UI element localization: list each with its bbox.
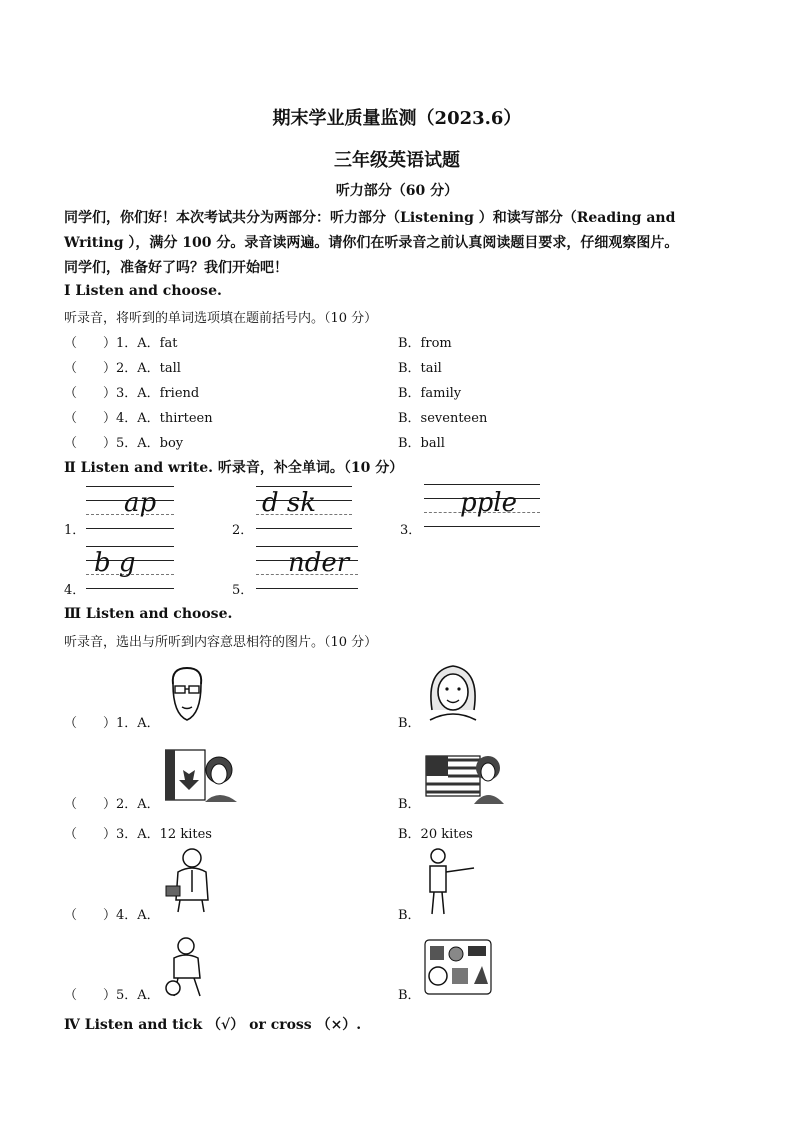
intro-line-2: Writing ），满分 100 分。录音读两遍。请你们在听录音之前认真阅读题目要求，仔细观察图片。	[64, 235, 679, 251]
s2-word-2: d sk	[262, 488, 317, 518]
s3-question-4: （ ）4．A．	[64, 908, 160, 923]
exam-subtitle: 三年级英语试题	[334, 150, 460, 171]
part-heading: 听力部分（60 分）	[335, 183, 459, 199]
section-1-instruction: 听录音，将听到的单词选项填在题前括号内。（10 分）	[64, 311, 378, 326]
s2-number-4: 4．	[64, 583, 86, 598]
s3-option-b-3: B．20 kites	[398, 827, 473, 842]
s2-word-3: pple	[460, 488, 517, 518]
s1-option-b-1: B．from	[398, 336, 452, 351]
s3-question-3: （ ）3．A．12 kites	[64, 827, 212, 842]
exam-title: 期末学业质量监测（2023.6）	[272, 108, 522, 129]
s3-question-1: （ ）1．A．	[64, 716, 160, 731]
usa-flag-girl-image[interactable]	[424, 742, 508, 804]
s2-writing-lines-2[interactable]	[256, 486, 352, 530]
intro-line-1: 同学们，你们好！本次考试共分为两部分：听力部分（Listening ）和读写部分（Reading and	[64, 210, 676, 226]
s2-number-3: 3．	[400, 523, 422, 538]
woman-face-image[interactable]	[424, 660, 482, 722]
s2-writing-lines-1[interactable]	[86, 486, 174, 530]
section-1-heading: Ⅰ Listen and choose.	[64, 283, 222, 299]
section-3-heading: Ⅲ Listen and choose.	[64, 606, 233, 622]
boy-ball-image[interactable]	[164, 936, 214, 998]
s2-word-1: ap	[124, 488, 157, 518]
s1-question-2: （ ）2．A．tall	[64, 361, 181, 376]
s1-option-b-2: B．tail	[398, 361, 442, 376]
s3-option-b-5: B．	[398, 988, 421, 1003]
s1-option-b-4: B．seventeen	[398, 411, 488, 426]
s3-question-5: （ ）5．A．	[64, 988, 160, 1003]
s3-question-2: （ ）2．A．	[64, 797, 160, 812]
s1-option-b-3: B．family	[398, 386, 462, 401]
s2-number-2: 2．	[232, 523, 254, 538]
section-2-heading: Ⅱ Listen and write. 听录音，补全单词。（10 分）	[64, 460, 404, 476]
toys-collage-image[interactable]	[424, 936, 492, 996]
businessman-image[interactable]	[164, 846, 218, 914]
s2-number-1: 1．	[64, 523, 86, 538]
intro-line-3: 同学们，准备好了吗？我们开始吧！	[64, 260, 288, 276]
s3-option-b-4: B．	[398, 908, 421, 923]
s2-word-4: b g	[94, 548, 136, 578]
s2-word-5: nder	[288, 548, 350, 578]
s1-question-3: （ ）3．A．friend	[64, 386, 200, 401]
man-glasses-image[interactable]	[163, 664, 211, 724]
s2-writing-lines-4[interactable]	[86, 546, 174, 590]
section-4-heading: Ⅳ Listen and tick （√） or cross （×）.	[64, 1017, 362, 1033]
canada-flag-girl-image[interactable]	[165, 744, 243, 802]
s1-question-1: （ ）1．A．fat	[64, 336, 178, 351]
s1-option-b-5: B．ball	[398, 436, 445, 451]
s2-writing-lines-3[interactable]	[424, 484, 540, 528]
s2-number-5: 5．	[232, 583, 254, 598]
man-pointing-image[interactable]	[424, 846, 484, 916]
s1-question-5: （ ）5．A．boy	[64, 436, 184, 451]
section-3-instruction: 听录音，选出与所听到内容意思相符的图片。（10 分）	[64, 635, 378, 650]
s3-option-b-1: B．	[398, 716, 421, 731]
s1-question-4: （ ）4．A．thirteen	[64, 411, 213, 426]
s3-option-b-2: B．	[398, 797, 421, 812]
s2-writing-lines-5[interactable]	[256, 546, 358, 590]
